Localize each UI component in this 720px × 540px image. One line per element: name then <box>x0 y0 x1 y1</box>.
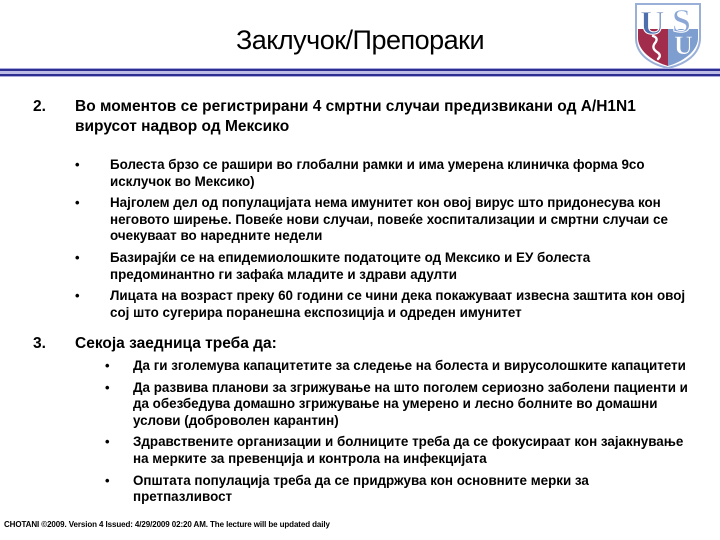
numbered-item-2 <box>33 97 693 137</box>
bullet-text: Базирајќи се на епидемиолошките податоците од Мексико и ЕУ болеста предоминантно ги зафаќа младите и здрави адулти <box>110 249 591 282</box>
list-item <box>75 157 689 190</box>
university-shield-logo <box>632 2 704 70</box>
bullet-icon: • <box>75 288 80 304</box>
item-number: 3. <box>33 335 46 352</box>
bullet-text: Здравствените организации и болниците треба да се фокусираат кон зајакнување на мерките за превенција и контрола на инфекцијата <box>133 434 684 466</box>
list-item <box>105 380 691 430</box>
logo-letter-u-bottom: U <box>674 31 693 60</box>
list-item <box>75 250 689 283</box>
bullet-text: Општата популација треба да се придржува кон основните мерки за претпазливост <box>133 472 589 505</box>
bullet-text: Да ги зголемува капацитетите за следење на болеста и вирусолошките капацитети <box>133 358 686 373</box>
bullet-icon: • <box>105 434 110 450</box>
list-item <box>105 473 691 506</box>
bullet-text: Лицата на возраст преку 60 години се чини дека покажуваат извесна заштита кон овој сој што сугерира поранешна експозиција и одреден имунитет <box>110 288 686 320</box>
bullet-text: Болеста брзо се рашири во глобални рамки и има умерена клиничка форма 9со исклучок во Мексико) <box>110 157 645 189</box>
list-item <box>75 195 689 245</box>
bullet-list-item3 <box>105 358 691 511</box>
item-heading: Секоја заедница треба да: <box>75 335 277 352</box>
list-item <box>75 288 689 321</box>
bullet-list-item2 <box>75 157 689 326</box>
bullet-text: Најголем дел од популацијата нема имунитет кон овој вирус што придонесува кон неговото ширење. Повеќе нови случаи, повеќе хоспитализации и смртни случаи се очекуваат во наредните недели <box>110 195 668 244</box>
item-heading: Во моментов се регистрирани 4 смртни случаи предизвикани од А/H1N1 вирусот надвор од Мексико <box>75 98 636 135</box>
numbered-item-3 <box>33 334 693 354</box>
list-item <box>105 434 691 467</box>
bullet-icon: • <box>75 195 80 211</box>
bullet-icon: • <box>105 472 110 488</box>
bullet-icon: • <box>75 157 80 172</box>
bullet-text: Да развива планови за згрижување на што поголем сериозно заболени пациенти и да обезбедува домашно згрижување на умерено и лесно болните во домашни услови (доброволен карантин) <box>133 379 688 428</box>
logo-letter-s-top: S <box>672 3 691 40</box>
logo-letter-u-top: U <box>640 5 665 42</box>
bullet-icon: • <box>105 358 110 373</box>
copyright-footer: CHOTANI ©2009. Version 4 Issued: 4/29/2009 02:20 AM. The lecture will be updated daily <box>4 520 330 529</box>
slide-title: Заклучок/Препораки <box>235 25 485 55</box>
list-item <box>105 358 691 375</box>
item-number: 2. <box>33 98 46 115</box>
title-divider-rule <box>0 68 720 77</box>
bullet-icon: • <box>105 379 110 395</box>
bullet-icon: • <box>75 249 80 265</box>
